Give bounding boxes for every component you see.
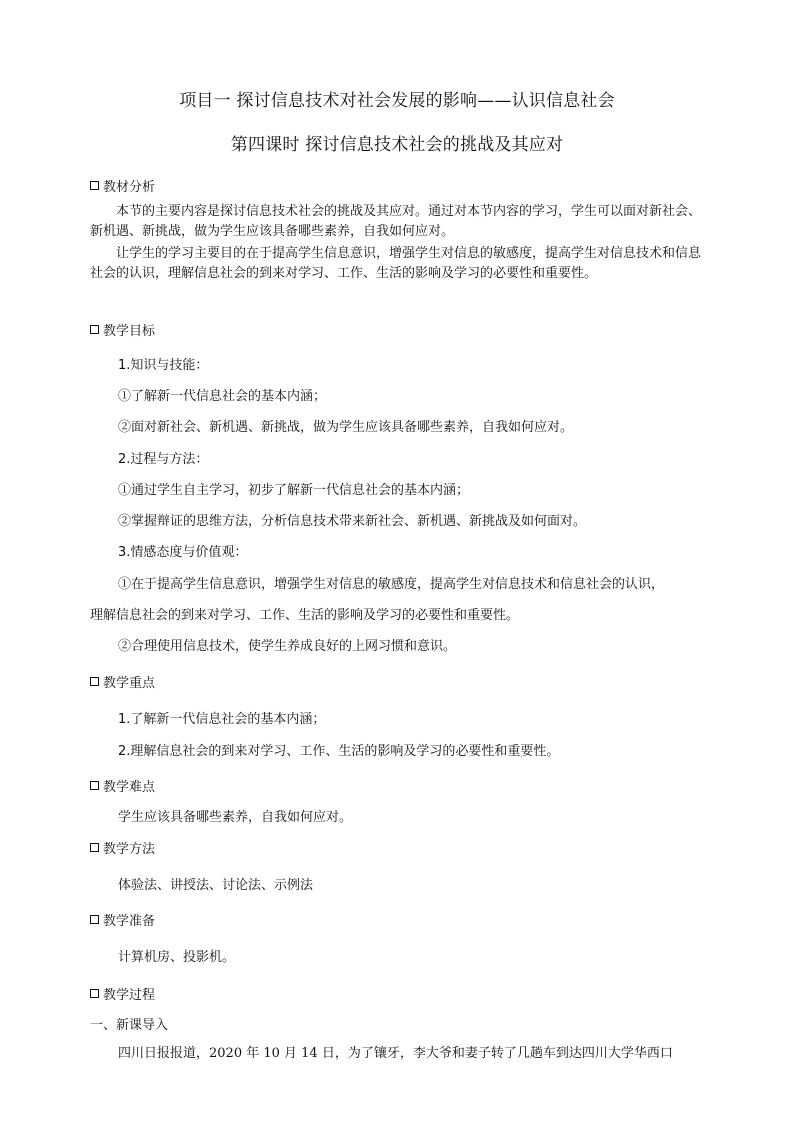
goal-emotion-title: 3.情感态度与价值观： (118, 545, 248, 560)
process-intro-text: 四川日报报道，2020 年 10 月 14 日，为了镶牙，李大爷和妻子转了几趟车到达四川大学华西口 (118, 1046, 673, 1061)
goal-process-2: ②掌握辩证的思维方法，分析信息技术带来新社会、新机遇、新挑战及如何面对。 (118, 514, 587, 529)
difficulty-text: 学生应该具备哪些素养，自我如何应对。 (118, 810, 353, 825)
goal-knowledge-title: 1.知识与技能： (118, 358, 209, 373)
section-heading-difficulty: 教学难点 (90, 776, 155, 795)
goal-knowledge-2: ②面对新社会、新机遇、新挑战，做为学生应该具备哪些素养，自我如何应对。 (118, 420, 574, 435)
goal-process-1: ①通过学生自主学习，初步了解新一代信息社会的基本内涵； (118, 483, 470, 498)
checkbox-bullet-icon (90, 677, 99, 686)
checkbox-bullet-icon (90, 181, 99, 190)
section-heading-method: 教学方法 (90, 838, 155, 857)
analysis-paragraph-2: 让学生的学习主要目的在于提高学生信息意识，增强学生对信息的敏感度，提高学生对信息技术和信息社会的认识，理解信息社会的到来对学习、工作、生活的影响及学习的必要性和重要性。 (90, 246, 702, 281)
section-heading-process: 教学过程 (90, 984, 155, 1003)
key-point-1: 1.了解新一代信息社会的基本内涵； (118, 712, 326, 727)
section-heading-key: 教学重点 (90, 672, 155, 691)
document-title: 项目一 探讨信息技术对社会发展的影响——认识信息社会 (179, 91, 615, 111)
checkbox-bullet-icon (90, 325, 99, 334)
checkbox-bullet-icon (90, 781, 99, 790)
goal-knowledge-1: ①了解新一代信息社会的基本内涵； (118, 389, 327, 404)
key-point-2: 2.理解信息社会的到来对学习、工作、生活的影响及学习的必要性和重要性。 (118, 744, 560, 759)
section-heading-analysis: 教材分析 (90, 176, 155, 195)
goal-emotion-1b: 理解信息社会的到来对学习、工作、生活的影响及学习的必要性和重要性。 (90, 608, 520, 623)
goal-emotion-1a: ①在于提高学生信息意识，增强学生对信息的敏感度，提高学生对信息技术和信息社会的认识， (118, 577, 665, 592)
method-text: 体验法、讲授法、讨论法、示例法 (118, 878, 314, 893)
section-heading-goals: 教学目标 (90, 320, 155, 339)
goal-process-title: 2.过程与方法： (118, 452, 209, 467)
section-heading-prep: 教学准备 (90, 910, 155, 929)
prep-text: 计算机房、投影机。 (118, 950, 236, 965)
lesson-subtitle: 第四课时 探讨信息技术社会的挑战及其应对 (230, 135, 564, 155)
checkbox-bullet-icon (90, 915, 99, 924)
checkbox-bullet-icon (90, 843, 99, 852)
goal-emotion-2: ②合理使用信息技术，使学生养成良好的上网习惯和意识。 (118, 639, 457, 654)
process-subheading: 一、新课导入 (90, 1018, 169, 1033)
checkbox-bullet-icon (90, 989, 99, 998)
analysis-paragraph-1: 本节的主要内容是探讨信息技术社会的挑战及其应对。通过对本节内容的学习，学生可以面对新社会、新机遇、新挑战，做为学生应该具备哪些素养，自我如何应对。 (90, 204, 702, 239)
